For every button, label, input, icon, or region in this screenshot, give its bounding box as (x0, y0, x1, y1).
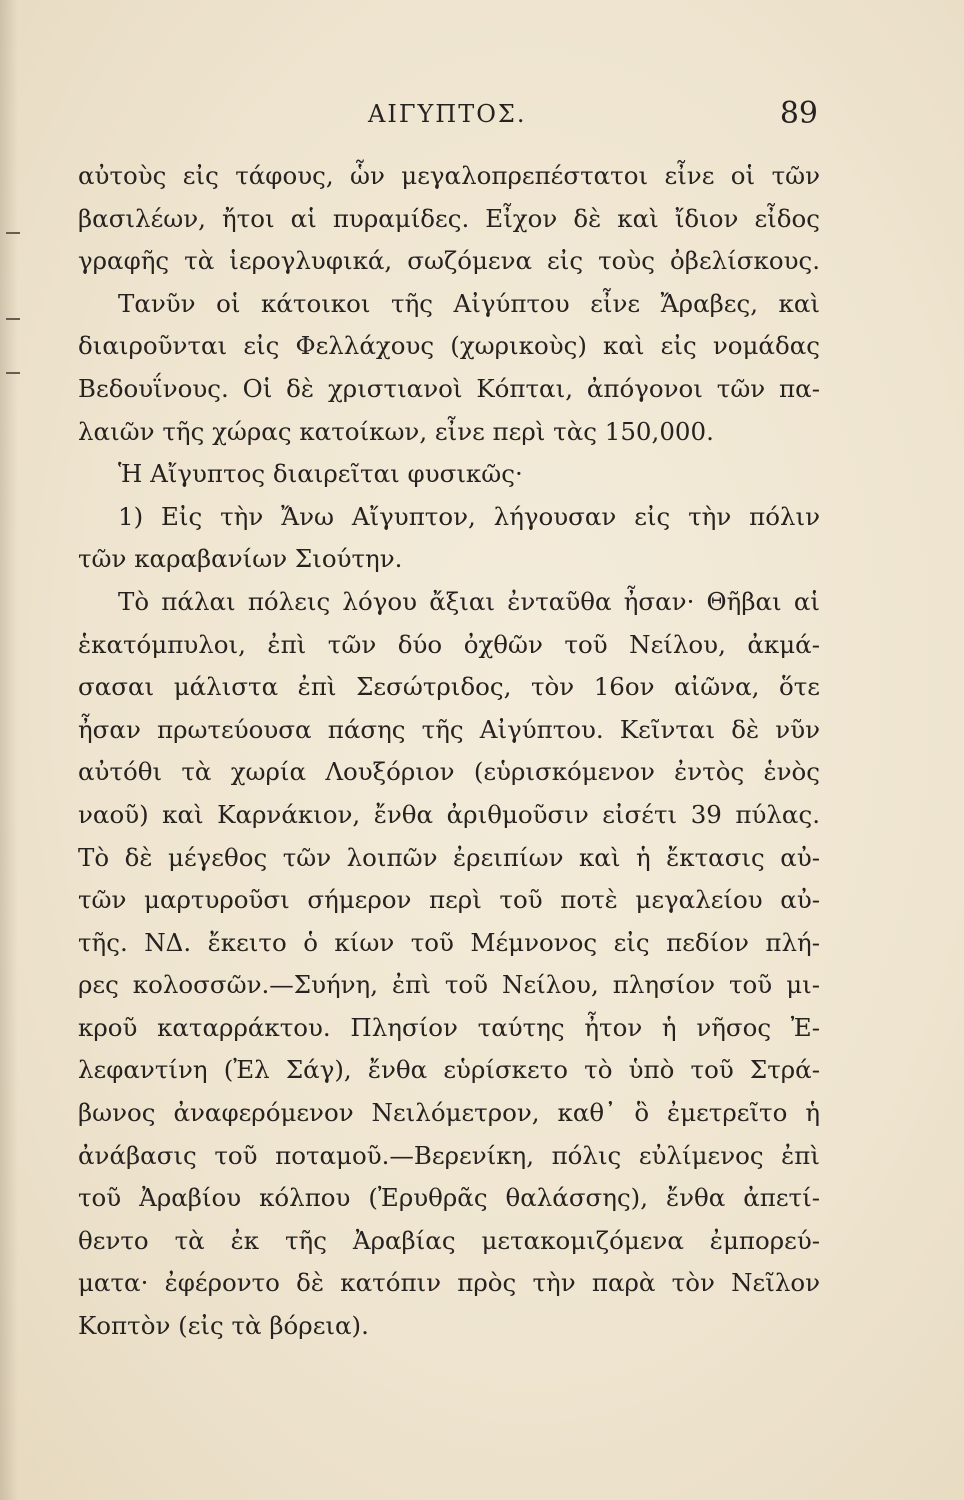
margin-mark (6, 372, 20, 374)
text-line: ἀνάβασις τοῦ ποταμοῦ.—Βερενίκη, πόλις εὐλίμενος ἐπὶ (78, 1140, 820, 1170)
text-line: ματα· ἐφέροντο δὲ κατόπιν πρὸς τὴν παρὰ τὸν Νεῖλον (78, 1268, 820, 1298)
page-edge-shadow (0, 0, 18, 1500)
text-line: ἑκατόμπυλοι, ἐπὶ τῶν δύο ὀχθῶν τοῦ Νείλου, ἀκμά- (78, 629, 820, 659)
text-line: Ἡ Αἴγυπτος διαιρεῖται φυσικῶς· (118, 459, 523, 489)
body-text (78, 155, 820, 1348)
text-line: Τὸ δὲ μέγεθος τῶν λοιπῶν ἐρειπίων καὶ ἡ ἔκτασις αὐ- (78, 842, 820, 872)
text-line: Βεδουΐνους. Οἱ δὲ χριστιανοὶ Κόπται, ἀπόγονοι τῶν πα- (78, 373, 820, 403)
list-item-line: 1) Εἰς τὴν Ἄνω Αἴγυπτον, λήγουσαν εἰς τὴν πόλιν (118, 501, 820, 531)
margin-mark (6, 232, 20, 234)
text-line: αὐτοὺς εἰς τάφους, ὧν μεγαλοπρεπέστατοι εἶνε οἱ τῶν (78, 161, 820, 190)
page-number: 89 (779, 96, 818, 131)
text-line: αὐτόθι τὰ χωρία Λουξόριον (εὑρισκόμενον ἐντὸς ἑνὸς (78, 757, 820, 787)
text-line: τῶν μαρτυροῦσι σήμερον περὶ τοῦ ποτὲ μεγαλείου αὐ- (78, 885, 820, 915)
text-line: λαιῶν τῆς χώρας κατοίκων, εἶνε περὶ τὰς 150,000. (78, 416, 714, 446)
text-line: τῶν καραβανίων Σιούτην. (78, 544, 403, 574)
text-line: θεντο τὰ ἐκ τῆς Ἀραβίας μετακομιζόμενα ἐμπορεύ- (78, 1225, 820, 1255)
text-line: τοῦ Ἀραβίου κόλπου (Ἐρυθρᾶς θαλάσσης), ἔνθα ἀπετί- (78, 1183, 820, 1213)
text-line: Τανῦν οἱ κάτοικοι τῆς Αἰγύπτου εἶνε Ἄραβες, καὶ (118, 288, 820, 318)
text-line: ἦσαν πρωτεύουσα πάσης τῆς Αἰγύπτου. Κεῖνται δὲ νῦν (78, 714, 820, 744)
text-line: διαιροῦνται εἰς Φελλάχους (χωρικοὺς) καὶ εἰς νομάδας (78, 331, 820, 361)
text-line: βωνος ἀναφερόμενον Νειλόμετρον, καθ᾽ ὃ ἐμετρεῖτο ἡ (78, 1098, 820, 1128)
text-line: κροῦ καταρράκτου. Πλησίον ταύτης ἦτον ἡ νῆσος Ἐ- (78, 1012, 820, 1042)
running-head: ΑΙΓΥΠΤΟΣ. (368, 100, 527, 128)
text-line: σασαι μάλιστα ἐπὶ Σεσώτριδος, τὸν 16ον αἰῶνα, ὅτε (78, 672, 820, 702)
text-line: γραφῆς τὰ ἱερογλυφικά, σωζόμενα εἰς τοὺς ὀβελίσκους. (78, 246, 820, 276)
text-line: λεφαντίνη (Ἐλ Σάγ), ἔνθα εὑρίσκετο τὸ ὑπὸ τοῦ Στρά- (78, 1055, 820, 1085)
page-header (78, 96, 818, 140)
text-line: Κοπτὸν (εἰς τὰ βόρεια). (78, 1311, 369, 1341)
text-line: τῆς. ΝΔ. ἔκειτο ὁ κίων τοῦ Μέμνονος εἰς πεδίον πλή- (78, 927, 820, 957)
text-line: Τὸ πάλαι πόλεις λόγου ἄξιαι ἐνταῦθα ἦσαν· Θῆβαι αἱ (118, 586, 820, 616)
text-line: βασιλέων, ἤτοι αἱ πυραμίδες. Εἶχον δὲ καὶ ἴδιον εἶδος (78, 203, 820, 233)
margin-mark (6, 318, 20, 320)
text-line: ναοῦ) καὶ Καρνάκιον, ἔνθα ἀριθμοῦσιν εἰσέτι 39 πύλας. (78, 799, 820, 829)
text-line: ρες κολοσσῶν.—Συήνη, ἐπὶ τοῦ Νείλου, πλησίον τοῦ μι- (78, 970, 820, 1000)
